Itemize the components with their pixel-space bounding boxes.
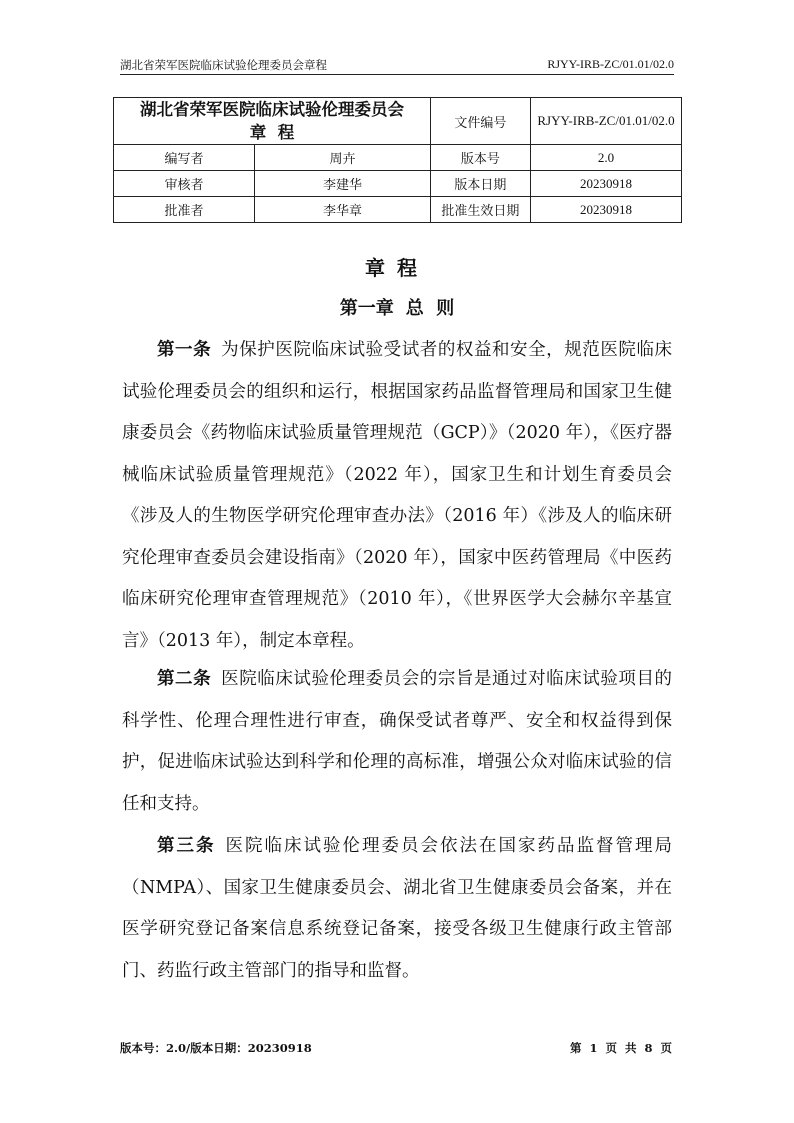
article-lead: 第一条 [157,340,212,360]
chapter-title: 总 则 [405,298,455,319]
cell-label: 版本日期 [430,171,530,197]
doc-title-line2: 章 程 [249,123,295,142]
cell-value: 2.0 [530,145,681,171]
doc-title-cell [114,98,431,145]
footer-version: 版本号：2.0/版本日期：20230918 [120,1041,312,1055]
document-meta-table [113,97,682,223]
table-row [114,98,682,145]
article-2 [122,659,672,825]
header-title: 湖北省荣军医院临床试验伦理委员会章程 [120,58,327,72]
cell-label: 版本号 [430,145,530,171]
doc-no-value: RJYY-IRB-ZC/01.01/02.0 [530,98,681,145]
cell-label: 批准生效日期 [430,197,530,223]
cell-value: 周卉 [255,145,431,171]
cell-label: 批准者 [114,197,255,223]
chapter-heading [0,294,794,320]
table-row [114,197,682,223]
cell-value: 20230918 [530,197,681,223]
header-doc-code: RJYY-IRB-ZC/01.01/02.0 [547,57,674,71]
cell-label: 编写者 [114,145,255,171]
page-header [120,56,674,75]
article-text: 医院临床试验伦理委员会依法在国家药品监督管理局（NMPA）、国家卫生健康委员会、湖北省卫生健康委员会备案，并在医学研究登记备案信息系统登记备案，接受各级卫生健康行政主管部门、药监行政主管部门的指导和监督。 [122,836,672,981]
table-row [114,171,682,197]
article-text: 为保护医院临床试验受试者的权益和安全，规范医院临床试验伦理委员会的组织和运行，根据国家药品监督管理局和国家卫生健康委员会《药物临床试验质量管理规范（GCP）》（2020 年），《医疗器械临床试验质量管理规范》（2022 年），国家卫生和计划生育委员会《涉及人的生物医学研究伦理审查办法》（2016 年）《涉及人的临床研究伦理审查委员会建设指南》（2020 年），国家中医药管理局《中医药临床研究伦理审查管理规范》（2010 年），《世界医学大会赫尔辛基宣言》（2013 年），制定本章程。 [122,340,673,651]
footer-page-number: 第 1 页 共 8 页 [569,1041,674,1055]
article-1 [122,330,672,662]
article-text: 医院临床试验伦理委员会的宗旨是通过对临床试验项目的科学性、伦理合理性进行审查，确保受试者尊严、安全和权益得到保护，促进临床试验达到科学和伦理的高标准，增强公众对临床试验的信任和支持。 [122,669,673,814]
article-3 [122,826,672,992]
article-lead: 第二条 [157,669,212,689]
document-heading: 章程 [365,256,429,280]
cell-value: 李建华 [255,171,431,197]
cell-label: 审核者 [114,171,255,197]
cell-value: 20230918 [530,171,681,197]
chapter-label: 第一章 [339,298,394,319]
doc-title-line1: 湖北省荣军医院临床试验伦理委员会 [139,100,404,119]
table-row [114,145,682,171]
doc-no-label: 文件编号 [430,98,530,145]
cell-value: 李华章 [255,197,431,223]
article-lead: 第三条 [157,836,216,856]
